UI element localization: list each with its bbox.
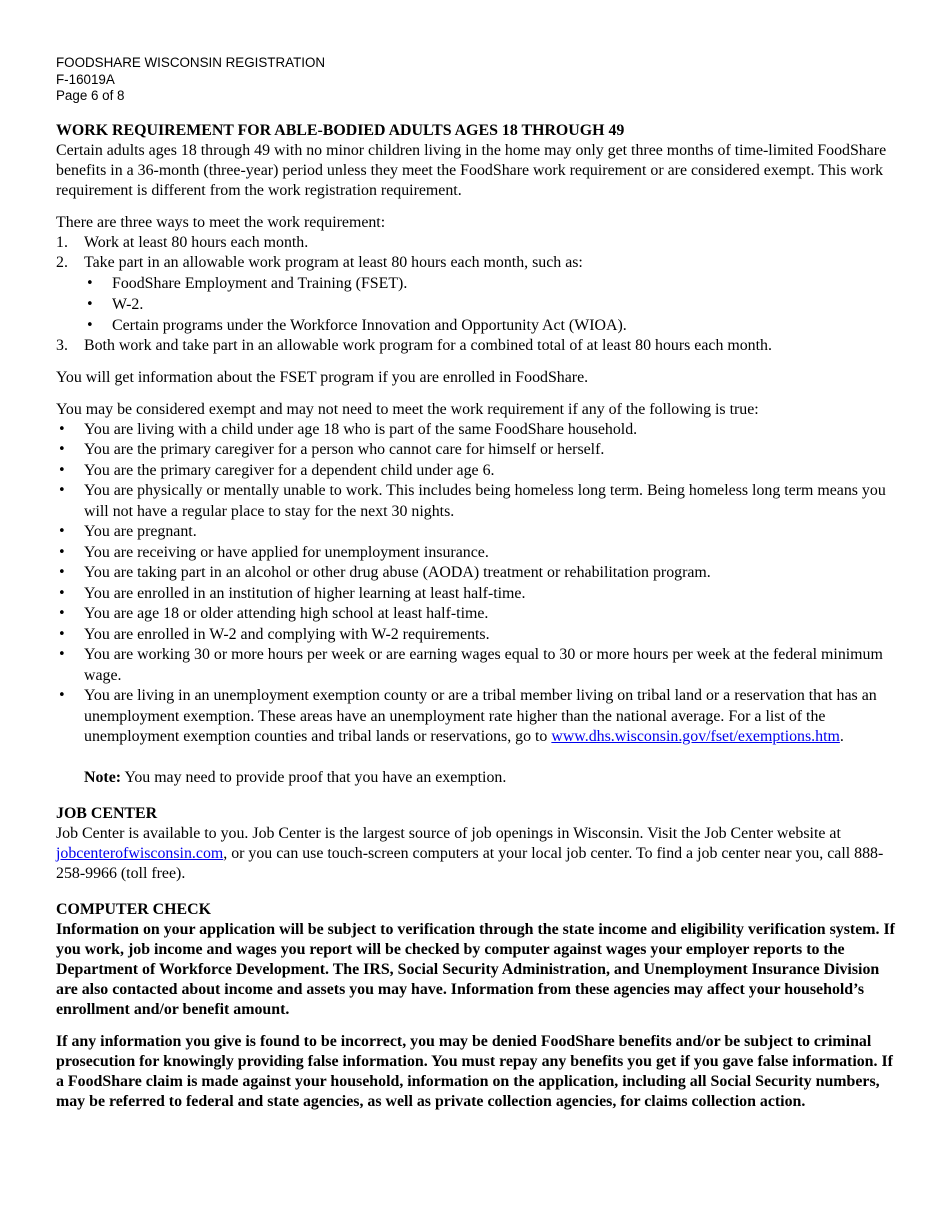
work-requirement-section xyxy=(56,121,900,788)
job-center-text-after: , or you can use touch-screen computers at your local job center. To find a job center near you, call 888-258-9966 (toll free). xyxy=(56,844,884,882)
list-item xyxy=(56,461,900,482)
exemptions-list xyxy=(56,420,900,748)
form-header xyxy=(56,55,900,105)
list-item xyxy=(56,420,900,441)
note-label: Note: xyxy=(84,768,122,786)
list-number: 2. xyxy=(56,253,68,271)
list-item-text: Both work and take part in an allowable work program for a combined total of at least 80 hours each month. xyxy=(84,336,772,354)
list-item-text: You are enrolled in W-2 and complying with W-2 requirements. xyxy=(84,625,490,643)
list-item xyxy=(56,481,900,522)
list-item xyxy=(56,625,900,646)
computer-check-para-2: If any information you give is found to be incorrect, you may be denied FoodShare benefits and/or be subject to criminal prosecution for knowingly providing false information. You must repay any benefits you get if you gave false information. If a FoodShare claim is made against your household, information on the application, including all Social Security numbers, may be referred to federal and state agencies, as well as private collection agencies, for claims collection action. xyxy=(56,1032,893,1110)
list-item-text: You are the primary caregiver for a person who cannot care for himself or herself. xyxy=(84,441,605,458)
list-item-text: You are age 18 or older attending high school at least half-time. xyxy=(84,605,489,622)
work-requirement-intro: Certain adults ages 18 through 49 with no minor children living in the home may only get three months of time-limited FoodShare benefits in a 36-month (three-year) period unless they meet the FoodShare work requirement or are considered exempt. This work requirement is different from the work registration requirement. xyxy=(56,141,887,199)
list-item-text: You are physically or mentally unable to work. This includes being homeless long term. Being homeless long term means you will not have a regular place to stay for the next 30 nights. xyxy=(84,482,886,520)
ways-list xyxy=(56,233,900,273)
list-item xyxy=(56,522,900,543)
list-number: 3. xyxy=(56,336,68,354)
list-item xyxy=(56,440,900,461)
list-item xyxy=(56,604,900,625)
ways-intro: There are three ways to meet the work requirement: xyxy=(56,213,386,231)
computer-check-section xyxy=(56,900,900,1112)
note-text: You may need to provide proof that you have an exemption. xyxy=(121,768,507,786)
list-item-text: You are receiving or have applied for unemployment insurance. xyxy=(84,543,489,561)
computer-check-heading: COMPUTER CHECK xyxy=(56,900,211,918)
list-item xyxy=(84,315,900,336)
job-center-text xyxy=(56,824,900,884)
list-item xyxy=(56,563,900,584)
list-item-text: Work at least 80 hours each month. xyxy=(84,233,309,251)
list-item xyxy=(56,233,900,253)
list-item xyxy=(56,645,900,686)
fset-info: You will get information about the FSET program if you are enrolled in FoodShare. xyxy=(56,368,589,386)
form-title: FOODSHARE WISCONSIN REGISTRATION xyxy=(56,55,326,70)
exemptions-link[interactable]: www.dhs.wisconsin.gov/fset/exemptions.htm xyxy=(551,728,840,745)
document-page xyxy=(56,55,900,1112)
list-item-text: You are taking part in an alcohol or other drug abuse (AODA) treatment or rehabilitation program. xyxy=(84,564,711,581)
list-number: 1. xyxy=(56,233,68,251)
list-item-text: You are living with a child under age 18 who is part of the same FoodShare household. xyxy=(84,420,638,438)
list-item-text: You are working 30 or more hours per week or are earning wages equal to 30 or more hours per week at the federal minimum wage. xyxy=(84,646,883,684)
work-requirement-heading: WORK REQUIREMENT FOR ABLE-BODIED ADULTS AGES 18 THROUGH 49 xyxy=(56,121,625,139)
exemption-note xyxy=(56,768,900,788)
list-item xyxy=(56,686,900,748)
list-item-text: You are living in an unemployment exemption county or are a tribal member living on tribal land or a reservation that has an unemployment exemption. These areas have an unemployment rate higher than the national average. For a list of the unemployment exemption counties and tribal lands or reservations, go to xyxy=(84,687,877,745)
list-item-text: W-2. xyxy=(112,295,144,313)
list-item-end: . xyxy=(839,728,844,745)
job-center-section xyxy=(56,804,900,884)
list-item-text: You are pregnant. xyxy=(84,523,197,540)
list-item xyxy=(56,253,900,273)
page-number: Page 6 of 8 xyxy=(56,88,125,103)
computer-check-para-1: Information on your application will be subject to verification through the state income and eligibility verification system. If you work, job income and wages you report will be checked by computer against wages your employer reports to the Department of Workforce Development. The IRS, Social Security Administration, and Unemployment Insurance Division are also contacted about income and assets you may have. Information from these agencies may affect your household’s enrollment and/or benefit amount. xyxy=(56,920,895,1018)
list-item xyxy=(56,584,900,605)
list-item xyxy=(56,336,900,356)
list-item-text: Certain programs under the Workforce Innovation and Opportunity Act (WIOA). xyxy=(112,316,627,334)
list-item-text: Take part in an allowable work program at least 80 hours each month, such as: xyxy=(84,253,583,271)
list-item xyxy=(84,294,900,315)
job-center-heading: JOB CENTER xyxy=(56,804,158,822)
exempt-intro: You may be considered exempt and may not need to meet the work requirement if any of the following is true: xyxy=(56,400,759,418)
form-number: F-16019A xyxy=(56,71,115,87)
programs-list xyxy=(56,273,900,336)
job-center-link[interactable]: jobcenterofwisconsin.com xyxy=(56,844,224,862)
list-item-text: You are enrolled in an institution of higher learning at least half-time. xyxy=(84,584,526,602)
list-item-text: FoodShare Employment and Training (FSET). xyxy=(112,274,408,292)
list-item xyxy=(56,543,900,564)
job-center-text-before: Job Center is available to you. Job Center is the largest source of job openings in Wisconsin. Visit the Job Center website at xyxy=(56,824,841,842)
list-item xyxy=(84,273,900,294)
list-item-text: You are the primary caregiver for a dependent child under age 6. xyxy=(84,461,495,479)
ways-list-continued xyxy=(56,336,900,356)
